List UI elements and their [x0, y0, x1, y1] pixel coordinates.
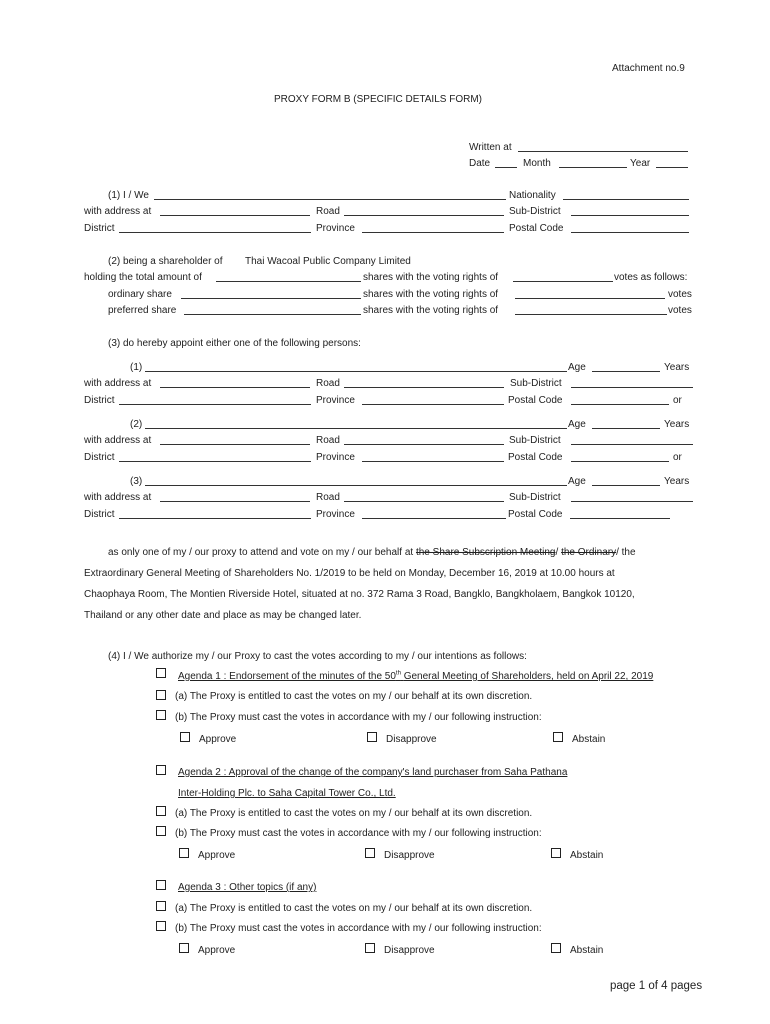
proxy1-years-label: Years	[664, 362, 690, 373]
ordinary-rights-label: shares with the voting rights of	[363, 289, 499, 300]
proxy3-province-field[interactable]	[362, 518, 506, 519]
proxy3-age-label: Age	[568, 476, 586, 487]
proxy2-district-label: District	[84, 452, 115, 463]
proxy1-road-field[interactable]	[344, 387, 504, 388]
proxy2-sub-district-field[interactable]	[571, 444, 693, 445]
agenda2-option-a-label: (a) The Proxy is entitled to cast the votes on my / our behalf at its own discretion.	[175, 808, 533, 819]
road-label: Road	[316, 206, 340, 217]
month-field[interactable]	[559, 167, 627, 168]
proxy2-district-field[interactable]	[119, 461, 311, 462]
nationality-label: Nationality	[509, 190, 556, 201]
agenda1-checkbox[interactable]	[156, 668, 166, 678]
voting-rights-label: shares with the voting rights of	[363, 272, 499, 283]
proxy2-address-field[interactable]	[160, 444, 310, 445]
proxy3-sub-district-label: Sub-District	[509, 492, 561, 503]
proxy1-sub-district-field[interactable]	[571, 387, 693, 388]
sub-district-field[interactable]	[571, 215, 689, 216]
proxy2-age-label: Age	[568, 419, 586, 430]
agenda3-approve-checkbox[interactable]	[179, 943, 189, 953]
proxy1-postal-label: Postal Code	[508, 395, 563, 406]
name-field[interactable]	[154, 199, 506, 200]
proxy1-age-label: Age	[568, 362, 586, 373]
district-label: District	[84, 223, 115, 234]
agenda1-abstain-checkbox[interactable]	[553, 732, 563, 742]
nationality-field[interactable]	[563, 199, 689, 200]
agenda2-option-a-checkbox[interactable]	[156, 806, 166, 816]
proxy1-age-field[interactable]	[592, 371, 660, 372]
meeting-paragraph-line3: Chaophaya Room, The Montien Riverside Hotel, situated at no. 372 Rama 3 Road, Bangklo, Bangkholaem, Bangkok 10120,	[84, 589, 635, 600]
proxy2-age-field[interactable]	[592, 428, 660, 429]
proxy2-province-label: Province	[316, 452, 355, 463]
written-at-label: Written at	[469, 142, 512, 153]
agenda1-title: Agenda 1 : Endorsement of the minutes of the 50th General Meeting of Shareholders, held on April 22, 2019	[178, 670, 654, 682]
preferred-rights-label: shares with the voting rights of	[363, 305, 499, 316]
month-label: Month	[523, 158, 551, 169]
holding-label: holding the total amount of	[84, 272, 202, 283]
attachment-label: Attachment no.9	[612, 63, 685, 74]
agenda2-disapprove-checkbox[interactable]	[365, 848, 375, 858]
proxy1-province-label: Province	[316, 395, 355, 406]
proxy1-district-label: District	[84, 395, 115, 406]
votes-as-follows-label: votes as follows:	[614, 272, 688, 283]
province-label: Province	[316, 223, 355, 234]
agenda2-disapprove-label: Disapprove	[384, 850, 435, 861]
proxy2-number: (2)	[130, 419, 143, 430]
sub-district-label: Sub-District	[509, 206, 561, 217]
ordinary-share-label: ordinary share	[108, 289, 172, 300]
proxy1-address-field[interactable]	[160, 387, 310, 388]
agenda1-option-b-checkbox[interactable]	[156, 710, 166, 720]
meeting-paragraph-line2: Extraordinary General Meeting of Shareholders No. 1/2019 to be held on Monday, December 16, 2019 at 10.00 hours at	[84, 568, 615, 579]
proxy2-years-label: Years	[664, 419, 690, 430]
proxy3-age-field[interactable]	[592, 485, 660, 486]
preferred-shares-field[interactable]	[184, 314, 361, 315]
preferred-share-label: preferred share	[108, 305, 177, 316]
agenda1-disapprove-label: Disapprove	[386, 734, 437, 745]
agenda1-disapprove-checkbox[interactable]	[367, 732, 377, 742]
authorize-label: (4) I / We authorize my / our Proxy to cast the votes according to my / our intentions as follows:	[108, 651, 527, 662]
shareholder-label: (2) being a shareholder of	[108, 256, 223, 267]
proxy2-province-field[interactable]	[362, 461, 504, 462]
proxy1-district-field[interactable]	[119, 404, 311, 405]
date-label: Date	[469, 158, 491, 169]
province-field[interactable]	[362, 232, 504, 233]
struck-ordinary: the Ordinary	[561, 547, 617, 558]
meeting-paragraph-line4: Thailand or any other date and place as may be changed later.	[84, 610, 362, 621]
proxy3-district-field[interactable]	[119, 518, 311, 519]
agenda2-abstain-label: Abstain	[570, 850, 604, 861]
proxy3-address-label: with address at	[84, 492, 152, 503]
proxy3-sub-district-field[interactable]	[571, 501, 693, 502]
written-at-field[interactable]	[518, 151, 688, 152]
ordinary-votes-field[interactable]	[515, 298, 665, 299]
agenda2-approve-checkbox[interactable]	[179, 848, 189, 858]
date-field[interactable]	[495, 167, 517, 168]
agenda2-option-b-checkbox[interactable]	[156, 826, 166, 836]
road-field[interactable]	[344, 215, 504, 216]
proxy3-number: (3)	[130, 476, 143, 487]
proxy2-or-label: or	[673, 452, 682, 463]
address-field[interactable]	[160, 215, 310, 216]
agenda3-approve-label: Approve	[198, 945, 236, 956]
proxy2-postal-label: Postal Code	[508, 452, 563, 463]
agenda3-title: Agenda 3 : Other topics (if any)	[178, 882, 317, 893]
agenda2-title-line1: Agenda 2 : Approval of the change of the company's land purchaser from Saha Pathana	[178, 767, 568, 778]
agenda2-approve-label: Approve	[198, 850, 236, 861]
agenda3-checkbox[interactable]	[156, 880, 166, 890]
proxy3-postal-field[interactable]	[570, 518, 670, 519]
company-name: Thai Wacoal Public Company Limited	[245, 256, 411, 267]
year-field[interactable]	[656, 167, 688, 168]
proxy1-road-label: Road	[316, 378, 340, 389]
agenda1-option-b-label: (b) The Proxy must cast the votes in accordance with my / our following instruction:	[175, 712, 542, 723]
proxy3-road-label: Road	[316, 492, 340, 503]
struck-share-subscription: the Share Subscription Meeting	[415, 547, 556, 558]
form-title: PROXY FORM B (SPECIFIC DETAILS FORM)	[274, 94, 482, 105]
ordinary-votes-label: votes	[668, 289, 692, 300]
total-shares-field[interactable]	[216, 281, 361, 282]
proxy3-name-field[interactable]	[145, 485, 567, 486]
meeting-paragraph-line1: as only one of my / our proxy to attend and vote on my / our behalf at the Share Subscription Meeting/ the Ordinary/ the	[108, 547, 636, 558]
i-we-label: (1) I / We	[108, 190, 149, 201]
proxy2-postal-field[interactable]	[571, 461, 669, 462]
agenda3-option-a-label: (a) The Proxy is entitled to cast the votes on my / our behalf at its own discretion.	[175, 903, 533, 914]
agenda2-option-b-label: (b) The Proxy must cast the votes in accordance with my / our following instruction:	[175, 828, 542, 839]
agenda3-abstain-label: Abstain	[570, 945, 604, 956]
proxy3-district-label: District	[84, 509, 115, 520]
district-field[interactable]	[119, 232, 311, 233]
proxy1-address-label: with address at	[84, 378, 152, 389]
address-label: with address at	[84, 206, 152, 217]
proxy3-address-field[interactable]	[160, 501, 310, 502]
proxy1-province-field[interactable]	[362, 404, 504, 405]
proxy2-address-label: with address at	[84, 435, 152, 446]
total-votes-field[interactable]	[513, 281, 613, 282]
ordinary-shares-field[interactable]	[181, 298, 361, 299]
proxy2-road-field[interactable]	[344, 444, 504, 445]
proxy3-postal-label: Postal Code	[508, 509, 563, 520]
proxy2-road-label: Road	[316, 435, 340, 446]
postal-code-field[interactable]	[571, 232, 689, 233]
agenda3-option-b-label: (b) The Proxy must cast the votes in accordance with my / our following instruction:	[175, 923, 542, 934]
agenda3-abstain-checkbox[interactable]	[551, 943, 561, 953]
agenda1-option-a-checkbox[interactable]	[156, 690, 166, 700]
agenda3-disapprove-label: Disapprove	[384, 945, 435, 956]
agenda2-abstain-checkbox[interactable]	[551, 848, 561, 858]
proxy1-postal-field[interactable]	[571, 404, 669, 405]
proxy2-name-field[interactable]	[145, 428, 567, 429]
postal-code-label: Postal Code	[509, 223, 564, 234]
agenda3-option-b-checkbox[interactable]	[156, 921, 166, 931]
proxy3-years-label: Years	[664, 476, 690, 487]
proxy3-road-field[interactable]	[344, 501, 504, 502]
agenda1-approve-checkbox[interactable]	[180, 732, 190, 742]
year-label: Year	[630, 158, 651, 169]
appoint-label: (3) do hereby appoint either one of the following persons:	[108, 338, 361, 349]
agenda3-disapprove-checkbox[interactable]	[365, 943, 375, 953]
preferred-votes-field[interactable]	[515, 314, 667, 315]
agenda1-option-a-label: (a) The Proxy is entitled to cast the votes on my / our behalf at its own discretion.	[175, 691, 533, 702]
proxy1-sub-district-label: Sub-District	[510, 378, 562, 389]
agenda2-checkbox[interactable]	[156, 765, 166, 775]
agenda1-abstain-label: Abstain	[572, 734, 606, 745]
proxy2-sub-district-label: Sub-District	[509, 435, 561, 446]
proxy1-number: (1)	[130, 362, 143, 373]
agenda1-approve-label: Approve	[199, 734, 237, 745]
proxy1-or-label: or	[673, 395, 682, 406]
proxy3-province-label: Province	[316, 509, 355, 520]
page-number: page 1 of 4 pages	[610, 980, 703, 992]
agenda2-title-line2: Inter-Holding Plc. to Saha Capital Tower Co., Ltd.	[178, 788, 396, 799]
agenda3-option-a-checkbox[interactable]	[156, 901, 166, 911]
preferred-votes-label: votes	[668, 305, 692, 316]
proxy1-name-field[interactable]	[145, 371, 567, 372]
